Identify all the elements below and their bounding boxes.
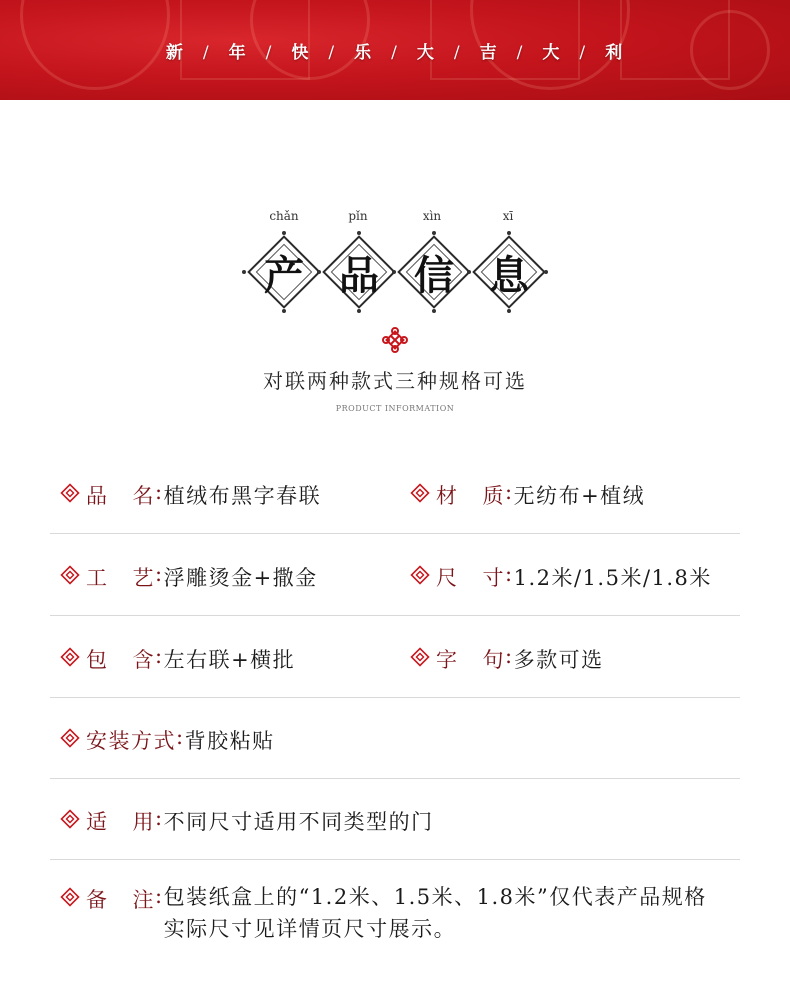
info-item-install: 安装方式 : 背胶粘贴 [60, 725, 275, 755]
note-line: 包装纸盒上的“1.2米、1.5米、1.8米”仅代表产品规格 [163, 885, 707, 909]
ornament-dot [467, 270, 471, 274]
info-row [50, 860, 740, 960]
slogan-char: 吉 [479, 43, 499, 63]
diamond-bullet-icon [60, 728, 80, 748]
diamond-bullet-icon [410, 565, 430, 585]
info-label: 品 名 [86, 484, 155, 508]
info-value: 植绒布黑字春联 [163, 484, 322, 508]
info-row [50, 698, 740, 779]
title-diamond [470, 233, 548, 311]
ornament-dot [282, 309, 286, 313]
title-char: 产 [264, 251, 304, 299]
info-row [50, 616, 740, 698]
slogan-char: 大 [416, 43, 436, 63]
diamond-bullet-icon [60, 647, 80, 667]
diamond-bullet-icon [60, 565, 80, 585]
info-item-includes: 包 含 : 左右联+横批 [60, 644, 295, 674]
section-subtitle-en: PRODUCT INFORMATION [335, 404, 455, 413]
product-info-table [50, 452, 740, 960]
slogan-char: 快 [291, 43, 311, 63]
info-value: 浮雕烫金+撒金 [163, 566, 318, 590]
diamond-bullet-icon [60, 809, 80, 829]
info-item-craft: 工 艺 : 浮雕烫金+撒金 [60, 562, 318, 592]
ornament-dot [544, 270, 548, 274]
slogan-separator: / [202, 43, 211, 63]
title-diamond [395, 233, 473, 311]
pinyin-row [0, 205, 790, 225]
slogan-char: 年 [228, 43, 248, 63]
ornament-dot [507, 309, 511, 313]
title-diamond [320, 233, 398, 311]
slogan-char: 乐 [354, 43, 374, 63]
info-value: 1.2米/1.5米/1.8米 [513, 566, 712, 590]
diamond-bullet-icon [60, 887, 80, 907]
slogan-char: 利 [605, 43, 625, 63]
section-subtitle: 对联两种款式三种规格可选 [263, 369, 527, 393]
info-label: 材 质 [436, 484, 505, 508]
info-value: 不同尺寸适用不同类型的门 [163, 810, 434, 834]
info-label: 字 句 [436, 648, 505, 672]
info-item-note: 备 注 : 包装纸盒上的“1.2米、1.5米、1.8米”仅代表产品规格 实际尺寸见详情页尺寸展示。 [60, 884, 734, 945]
chinese-knot-icon [380, 325, 410, 355]
diamond-bullet-icon [60, 483, 80, 503]
info-label: 安装方式 [86, 729, 176, 753]
ornament-dot [432, 309, 436, 313]
info-item-usage: 适 用 : 不同尺寸适用不同类型的门 [60, 806, 434, 836]
slogan-separator: / [328, 43, 337, 63]
ornament-dot [392, 270, 396, 274]
pinyin-label: xī [502, 209, 514, 223]
title-diamond [245, 233, 323, 311]
info-value: 左右联+横批 [163, 648, 296, 672]
pinyin-label: pǐn [348, 209, 368, 223]
slogan-separator: / [453, 43, 462, 63]
title-char: 信 [414, 251, 454, 299]
title-char: 品 [339, 251, 379, 299]
banner-slogan [0, 38, 790, 63]
ornament-dot [317, 270, 321, 274]
info-item-size: 尺 寸 : 1.2米/1.5米/1.8米 [410, 562, 712, 592]
info-row [50, 779, 740, 860]
info-row [50, 534, 740, 616]
slogan-char: 新 [165, 43, 185, 63]
ornament-dot [507, 231, 511, 235]
info-value: 无纺布+植绒 [513, 484, 646, 508]
info-item-verses: 字 句 : 多款可选 [410, 644, 604, 674]
info-value: 背胶粘贴 [184, 729, 275, 753]
info-label: 工 艺 [86, 566, 155, 590]
diamond-bullet-icon [410, 647, 430, 667]
note-line: 实际尺寸见详情页尺寸展示。 [163, 917, 457, 941]
info-value: 多款可选 [513, 648, 604, 672]
slogan-separator: / [391, 43, 399, 63]
slogan-separator: / [265, 43, 274, 63]
info-row [50, 452, 740, 534]
info-item-material: 材 质 : 无纺布+植绒 [410, 480, 645, 510]
diamond-bullet-icon [410, 483, 430, 503]
ornament-dot [357, 231, 361, 235]
info-item-name: 品 名 : 植绒布黑字春联 [60, 480, 321, 510]
info-label: 备 注 [86, 888, 155, 912]
slogan-separator: / [579, 43, 588, 63]
slogan-char: 大 [542, 43, 562, 63]
info-label: 包 含 [86, 648, 155, 672]
pinyin-label: chǎn [269, 209, 299, 223]
title-diamonds [0, 233, 790, 313]
header-banner [0, 0, 790, 100]
ornament-dot [282, 231, 286, 235]
pinyin-label: xìn [422, 209, 442, 223]
info-label: 尺 寸 [436, 566, 505, 590]
slogan-separator: / [516, 43, 525, 63]
info-value [164, 881, 734, 945]
ornament-dot [357, 309, 361, 313]
ornament-dot [242, 270, 246, 274]
title-char: 息 [489, 251, 529, 299]
ornament-dot [432, 231, 436, 235]
info-label: 适 用 [86, 810, 155, 834]
